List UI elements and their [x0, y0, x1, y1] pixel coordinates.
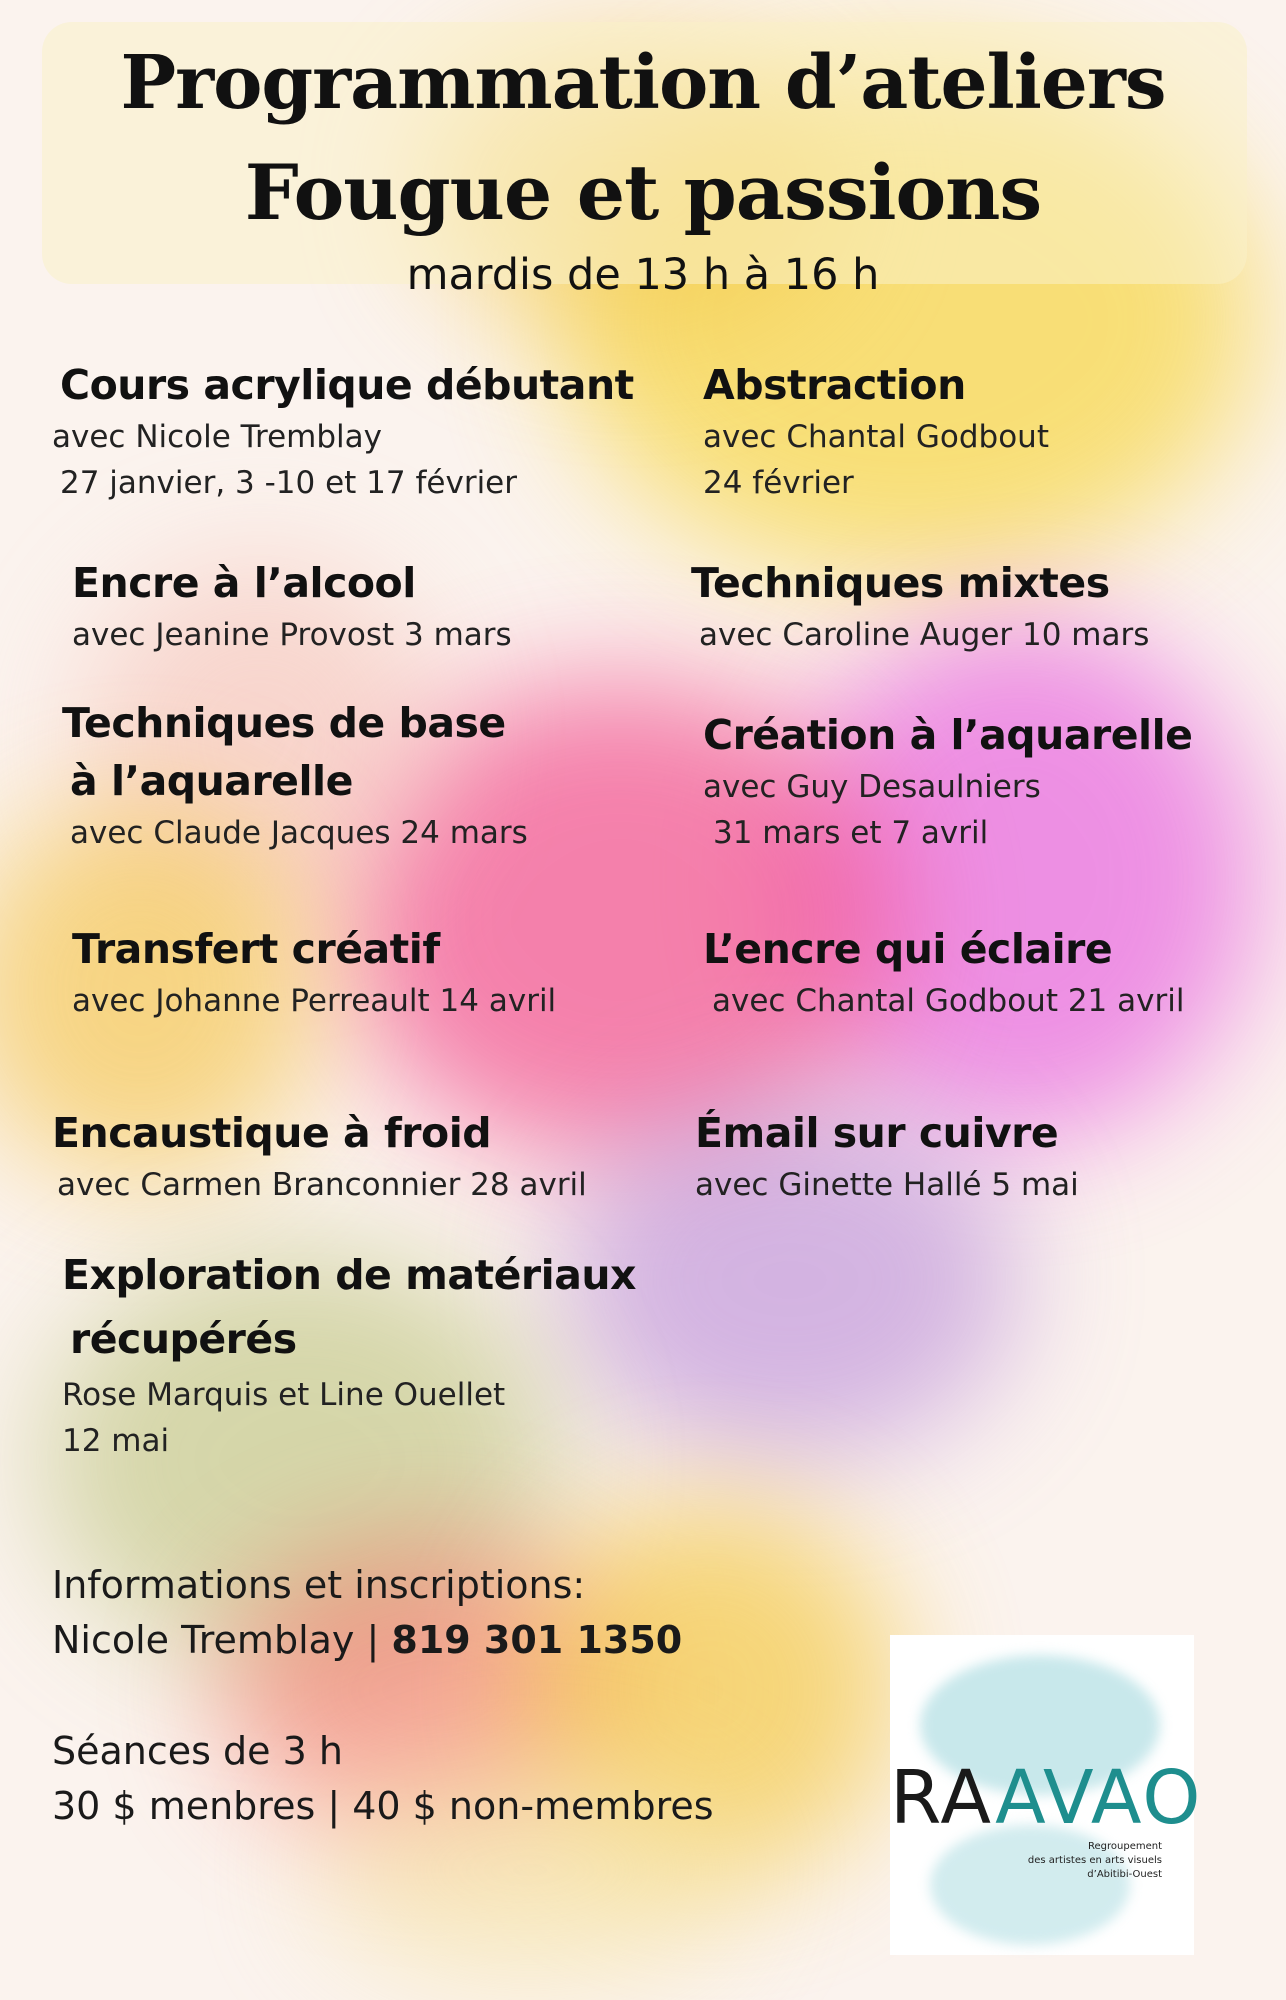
workshop-title: Encre à l’alcool [72, 559, 416, 607]
workshop-title: Techniques mixtes [691, 559, 1110, 607]
workshop-techniques-base [62, 694, 528, 856]
workshop-instructor: avec Nicole Tremblay [52, 419, 383, 455]
page-title-secondary: Fougue et passions [244, 148, 1042, 237]
workshop-title: Abstraction [703, 361, 966, 409]
workshop-email-cuivre [695, 1104, 1079, 1208]
workshop-encaustique [52, 1104, 587, 1208]
workshop-instructor: avec Carmen Branconnier 28 avril [57, 1167, 587, 1203]
workshop-title: Transfert créatif [72, 925, 440, 973]
contact-line [52, 1613, 682, 1668]
workshop-dates: 27 janvier, 3 -10 et 17 février [60, 465, 517, 501]
workshop-title-continued: récupérés [70, 1315, 297, 1363]
workshop-title-continued: à l’aquarelle [70, 757, 353, 805]
raavao-logo [890, 1635, 1203, 1955]
workshop-instructor: avec Caroline Auger 10 mars [699, 617, 1150, 653]
info-label: Informations et inscriptions: [52, 1563, 586, 1607]
pricing: 30 $ menbres | 40 $ non-membres [52, 1784, 714, 1828]
workshop-instructor: avec Jeanine Provost 3 mars [72, 617, 512, 653]
workshop-dates: 31 mars et 7 avril [713, 815, 989, 851]
workshop-title: Création à l’aquarelle [703, 711, 1193, 759]
page-title: Programmation d’ateliers [120, 40, 1166, 126]
workshop-techniques-mixtes [691, 554, 1149, 658]
workshop-title: Exploration de matériaux [62, 1251, 636, 1299]
contact-phone[interactable]: 819 301 1350 [391, 1618, 683, 1662]
workshop-encre-alcool [72, 554, 512, 658]
workshop-transfert-creatif [72, 920, 556, 1024]
workshop-instructor: avec Guy Desaulniers [703, 769, 1041, 805]
logo-tagline: Regroupement des artistes en arts visuels d’Abitibi-Ouest [1027, 1841, 1162, 1880]
workshop-title: Émail sur cuivre [695, 1109, 1059, 1157]
workshop-acrylique [52, 356, 634, 506]
workshop-dates: 24 février [703, 465, 854, 501]
logo-wordmark: RAAVAO [890, 1755, 1203, 1841]
workshop-abstraction [703, 356, 1049, 506]
workshop-instructor: avec Ginette Hallé 5 mai [695, 1167, 1079, 1203]
workshop-instructor: avec Claude Jacques 24 mars [70, 815, 528, 851]
workshop-title: Techniques de base [62, 699, 506, 747]
workshop-dates: 12 mai [62, 1423, 170, 1459]
workshop-title: Cours acrylique débutant [60, 361, 634, 409]
workshop-creation-aquarelle [703, 706, 1192, 856]
contact-name: Nicole Tremblay | [52, 1618, 392, 1662]
workshop-title: Encaustique à froid [52, 1109, 492, 1157]
workshop-instructor: avec Chantal Godbout 21 avril [712, 983, 1185, 1019]
schedule-subtitle: mardis de 13 h à 16 h [406, 250, 880, 300]
session-length: Séances de 3 h [52, 1729, 343, 1773]
workshop-encre-eclaire [703, 920, 1184, 1024]
workshop-instructor: avec Chantal Godbout [703, 419, 1049, 455]
workshop-instructor: Rose Marquis et Line Ouellet [62, 1377, 506, 1413]
workshop-title: L’encre qui éclaire [703, 925, 1113, 973]
workshop-exploration-materiaux [62, 1246, 636, 1464]
workshop-instructor: avec Johanne Perreault 14 avril [72, 983, 557, 1019]
